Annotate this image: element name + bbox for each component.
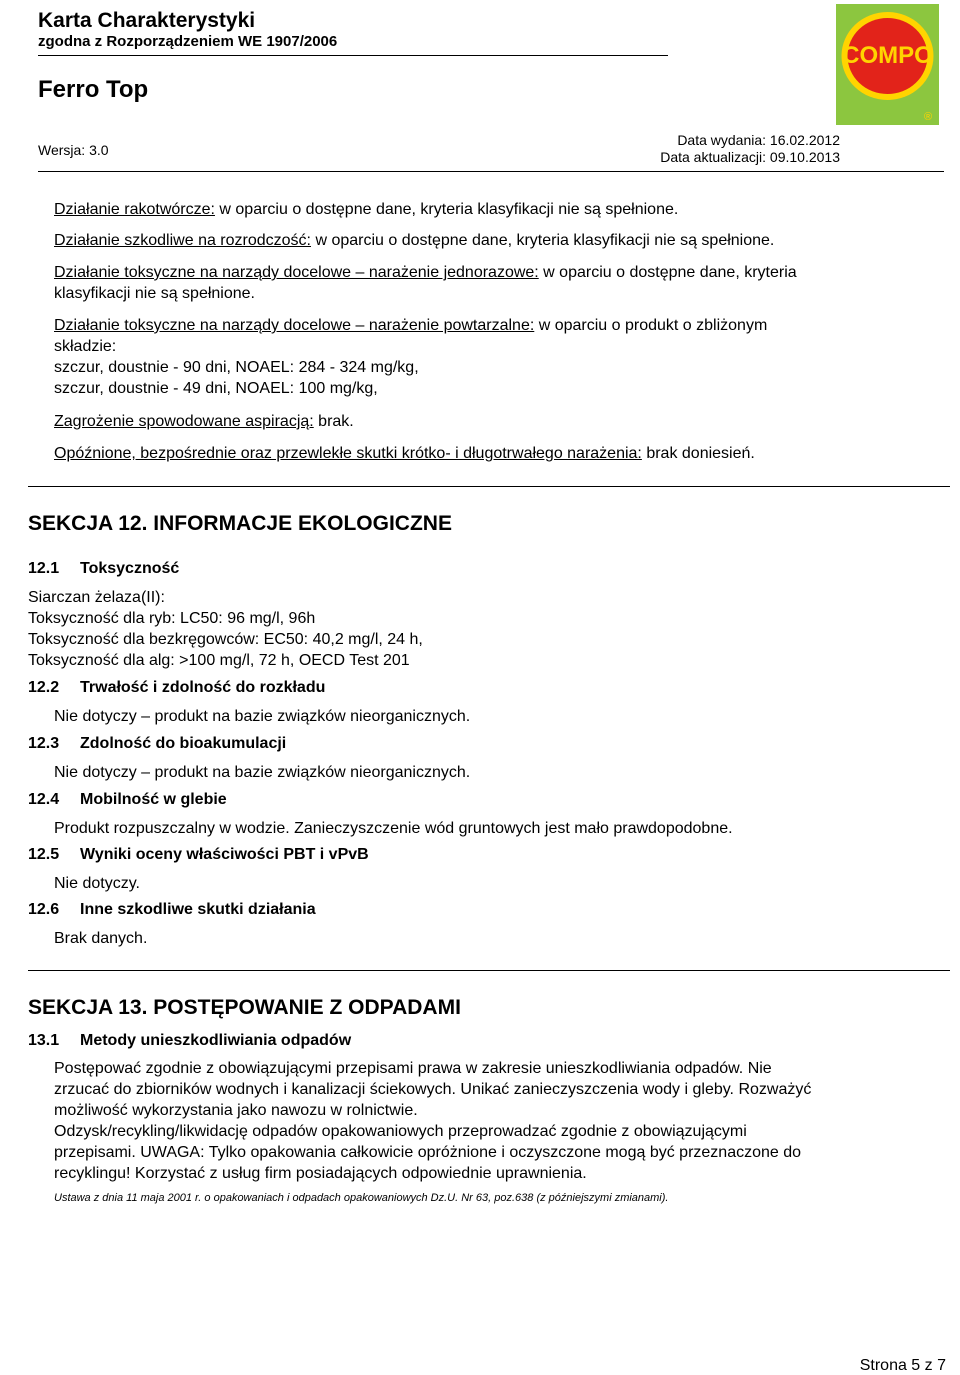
toxicity-line: Toksyczność dla ryb: LC50: 96 mg/l, 96h [28, 610, 316, 627]
section-13-divider [28, 970, 950, 971]
carcinogenicity-paragraph [54, 199, 678, 220]
product-name: Ferro Top [38, 76, 149, 103]
subsection-title: Trwałość i zdolność do rozkładu [80, 679, 326, 696]
document-title: Karta Charakterystyki [38, 9, 256, 32]
subsection-12-6-heading [28, 901, 316, 919]
section-12-title: SEKCJA 12. INFORMACJE EKOLOGICZNE [28, 512, 452, 535]
carcinogenicity-label: Działanie rakotwórcze: [54, 201, 215, 218]
stot-repeated-text-cont: składzie: [54, 338, 117, 355]
stot-single-paragraph [54, 262, 797, 304]
subsection-12-5-heading [28, 846, 369, 864]
carcinogenicity-text: w oparciu o dostępne dane, kryteria klasyfikacji nie są spełnione. [214, 201, 679, 218]
toxicity-line: Toksyczność dla bezkręgowców: EC50: 40,2 mg/l, 24 h, [28, 631, 423, 648]
subsection-title: Zdolność do bioakumulacji [80, 735, 287, 752]
section-13-title: SEKCJA 13. POSTĘPOWANIE Z ODPADAMI [28, 996, 461, 1019]
subsection-12-3-text: Nie dotyczy – produkt na bazie związków nieorganicznych. [54, 764, 471, 781]
subsection-12-2-text: Nie dotyczy – produkt na bazie związków nieorganicznych. [54, 708, 471, 725]
waste-line: Odzysk/recykling/likwidację odpadów opakowaniowych przeprowadzać zgodnie z obowiązującymi [54, 1123, 747, 1140]
version-label: Wersja: 3.0 [38, 142, 109, 158]
subsection-title: Wyniki oceny właściwości PBT i vPvB [80, 846, 369, 863]
subsection-number: 12.1 [28, 560, 60, 577]
logo-text: COMPO [842, 42, 933, 69]
update-date: Data aktualizacji: 09.10.2013 [660, 149, 840, 165]
stot-repeated-line-2: szczur, doustnie - 49 dni, NOAEL: 100 mg/kg, [54, 380, 378, 397]
subsection-number: 12.2 [28, 679, 60, 696]
header-bottom-divider [38, 171, 944, 172]
subsection-12-3-heading [28, 735, 286, 753]
reproductive-toxicity-paragraph [54, 230, 774, 251]
subsection-12-5-text: Nie dotyczy. [54, 875, 140, 892]
subsection-title: Metody unieszkodliwiania odpadów [80, 1032, 352, 1049]
stot-single-text: w oparciu o dostępne dane, kryteria [538, 264, 797, 281]
subsection-number: 12.5 [28, 846, 60, 863]
subsection-number: 13.1 [28, 1032, 60, 1049]
waste-line: zrzucać do zbiorników wodnych i kanalizacji ściekowych. Unikać zanieczyszczenia wody i gleby. Rozważyć [54, 1081, 812, 1098]
toxicity-line: Siarczan żelaza(II): [28, 589, 165, 606]
issue-date: Data wydania: 16.02.2012 [677, 132, 840, 148]
subsection-12-1-heading [28, 560, 179, 578]
stot-repeated-text: w oparciu o produkt o zbliżonym [534, 317, 768, 334]
subsection-number: 12.4 [28, 791, 60, 808]
waste-disposal-text [54, 1058, 811, 1184]
subsection-12-4-heading [28, 791, 227, 809]
reproductive-toxicity-text: w oparciu o dostępne dane, kryteria klasyfikacji nie są spełnione. [311, 232, 775, 249]
stot-repeated-paragraph [54, 315, 767, 399]
aspiration-paragraph [54, 411, 354, 432]
toxicity-line: Toksyczność dla alg: >100 mg/l, 72 h, OECD Test 201 [28, 652, 410, 669]
document-subtitle: zgodna z Rozporządzeniem WE 1907/2006 [38, 33, 338, 50]
subsection-12-2-heading [28, 679, 325, 697]
reproductive-toxicity-label: Działanie szkodliwe na rozrodczość: [54, 232, 311, 249]
header-divider [38, 55, 668, 56]
waste-line: Postępować zgodnie z obowiązującymi przepisami prawa w zakresie unieszkodliwiania odpadów. Nie [54, 1060, 772, 1077]
legal-reference-note: Ustawa z dnia 11 maja 2001 r. o opakowaniach i odpadach opakowaniowych Dz.U. Nr 63, poz.638 (z późniejszymi zmianami). [54, 1192, 669, 1204]
subsection-12-6-text: Brak danych. [54, 930, 148, 947]
waste-line: recyklingu! Korzystać z usług firm posiadających odpowiednie uprawnienia. [54, 1165, 587, 1182]
delayed-effects-text: brak doniesień. [641, 445, 755, 462]
logo-registered-mark: ® [923, 111, 933, 123]
stot-single-text-cont: klasyfikacji nie są spełnione. [54, 285, 255, 302]
delayed-effects-paragraph [54, 443, 755, 464]
aspiration-label: Zagrożenie spowodowane aspiracją: [54, 413, 314, 430]
subsection-12-4-text: Produkt rozpuszczalny w wodzie. Zanieczyszczenie wód gruntowych jest mało prawdopodobne. [54, 820, 733, 837]
subsection-number: 12.3 [28, 735, 60, 752]
waste-line: możliwość wykorzystania jako nawozu w rolnictwie. [54, 1102, 418, 1119]
page-number: Strona 5 z 7 [859, 1357, 946, 1374]
subsection-title: Inne szkodliwe skutki działania [80, 901, 316, 918]
waste-line: przepisami. UWAGA: Tylko opakowania całkowicie opróżnione i oczyszczone mogą być przeznaczone do [54, 1144, 802, 1161]
stot-single-label: Działanie toksyczne na narządy docelowe – narażenie jednorazowe: [54, 264, 539, 281]
subsection-number: 12.6 [28, 901, 60, 918]
delayed-effects-label: Opóźnione, bezpośrednie oraz przewlekłe skutki krótko- i długotrwałego narażenia: [54, 445, 642, 462]
aspiration-text: brak. [313, 413, 354, 430]
subsection-title: Mobilność w glebie [80, 791, 227, 808]
stot-repeated-label: Działanie toksyczne na narządy docelowe – narażenie powtarzalne: [54, 317, 535, 334]
subsection-title: Toksyczność [80, 560, 180, 577]
compo-logo [836, 4, 939, 125]
section-12-divider [28, 486, 950, 487]
stot-repeated-line-1: szczur, doustnie - 90 dni, NOAEL: 284 - 324 mg/kg, [54, 359, 419, 376]
toxicity-details [28, 587, 423, 671]
subsection-13-1-heading [28, 1032, 351, 1050]
